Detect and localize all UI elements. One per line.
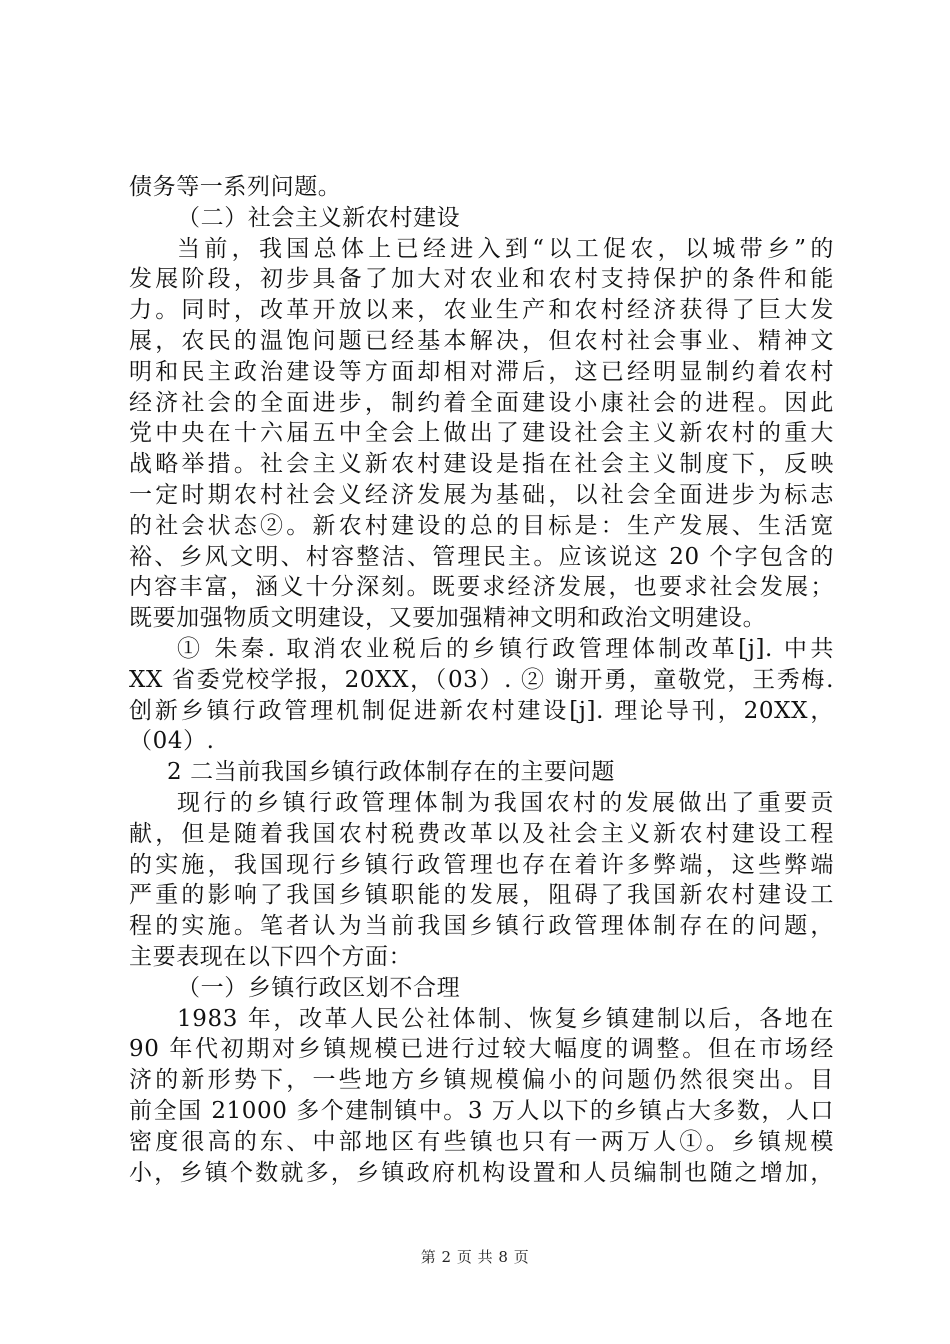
text-line: 明和民主政治建设等方面却相对滞后，这已经明显制约着农村: [129, 358, 834, 385]
text-line: 严重的影响了我国乡镇职能的发展，阻碍了我国新农村建设工: [129, 882, 834, 909]
text-line: 发展阶段，初步具备了加大对农业和农村支持保护的条件和能: [129, 266, 834, 293]
text-line: （04）.: [129, 728, 215, 755]
text-line: 90 年代初期对乡镇规模已进行过较大幅度的调整。但在市场经: [129, 1036, 834, 1063]
text-line: 前全国 21000 多个建制镇中。3 万人以下的乡镇占大多数，人口: [129, 1097, 834, 1124]
text-line: 当前，我国总体上已经进入到“以工促农，以城带乡”的: [177, 235, 834, 262]
text-line: 力。同时，改革开放以来，农业生产和农村经济获得了巨大发: [129, 297, 834, 324]
text-line: 现行的乡镇行政管理体制为我国农村的发展做出了重要贡: [177, 789, 834, 816]
text-line: 程的实施。笔者认为当前我国乡镇行政管理体制存在的问题，: [129, 913, 834, 940]
text-line: 献，但是随着我国农村税费改革以及社会主义新农村建设工程: [129, 820, 834, 847]
text-line: XX 省委党校学报，20XX，（03）. ② 谢开勇，童敬党，王秀梅.: [129, 666, 834, 693]
text-line: 1983 年，改革人民公社体制、恢复乡镇建制以后，各地在: [177, 1005, 834, 1032]
text-line: 党中央在十六届五中全会上做出了建设社会主义新农村的重大: [129, 420, 834, 447]
text-line: 战略举措。社会主义新农村建设是指在社会主义制度下，反映: [129, 451, 834, 478]
page-footer: 第 2 页 共 8 页: [420, 1248, 530, 1266]
text-line: 济的新形势下，一些地方乡镇规模偏小的问题仍然很突出。目: [129, 1067, 834, 1094]
text-line: 内容丰富，涵义十分深刻。既要求经济发展，也要求社会发展；: [129, 574, 834, 601]
text-line: 一定时期农村社会义经济发展为基础，以社会全面进步为标志: [129, 481, 834, 508]
text-line: 裕、乡风文明、村容整洁、管理民主。应该说这 20 个字包含的: [129, 543, 834, 570]
text-line: 小，乡镇个数就多，乡镇政府机构设置和人员编制也随之增加，: [129, 1159, 834, 1186]
text-line: 密度很高的东、中部地区有些镇也只有一两万人①。乡镇规模: [129, 1128, 834, 1155]
section-heading: （一）乡镇行政区划不合理: [177, 974, 461, 1001]
section-heading: （二）社会主义新农村建设: [177, 204, 461, 231]
text-line: 既要加强物质文明建设，又要加强精神文明和政治文明建设。: [129, 605, 767, 632]
text-line: 展，农民的温饱问题已经基本解决，但农村社会事业、精神文: [129, 327, 834, 354]
text-line: 经济社会的全面进步，制约着全面建设小康社会的进程。因此: [129, 389, 834, 416]
text-line: 债务等一系列问题。: [129, 174, 342, 200]
text-line: 主要表现在以下四个方面：: [129, 943, 413, 970]
text-line: 的社会状态②。新农村建设的总的目标是：生产发展、生活宽: [129, 512, 834, 539]
document-body: [129, 172, 834, 1188]
text-line: 创新乡镇行政管理机制促进新农村建设[j]. 理论导刊，20XX，: [129, 697, 834, 724]
text-line: ① 朱秦. 取消农业税后的乡镇行政管理体制改革[j]. 中共: [177, 635, 834, 662]
section-heading: 2 二当前我国乡镇行政体制存在的主要问题: [167, 759, 615, 786]
text-line: 的实施，我国现行乡镇行政管理也存在着许多弊端，这些弊端: [129, 851, 834, 878]
